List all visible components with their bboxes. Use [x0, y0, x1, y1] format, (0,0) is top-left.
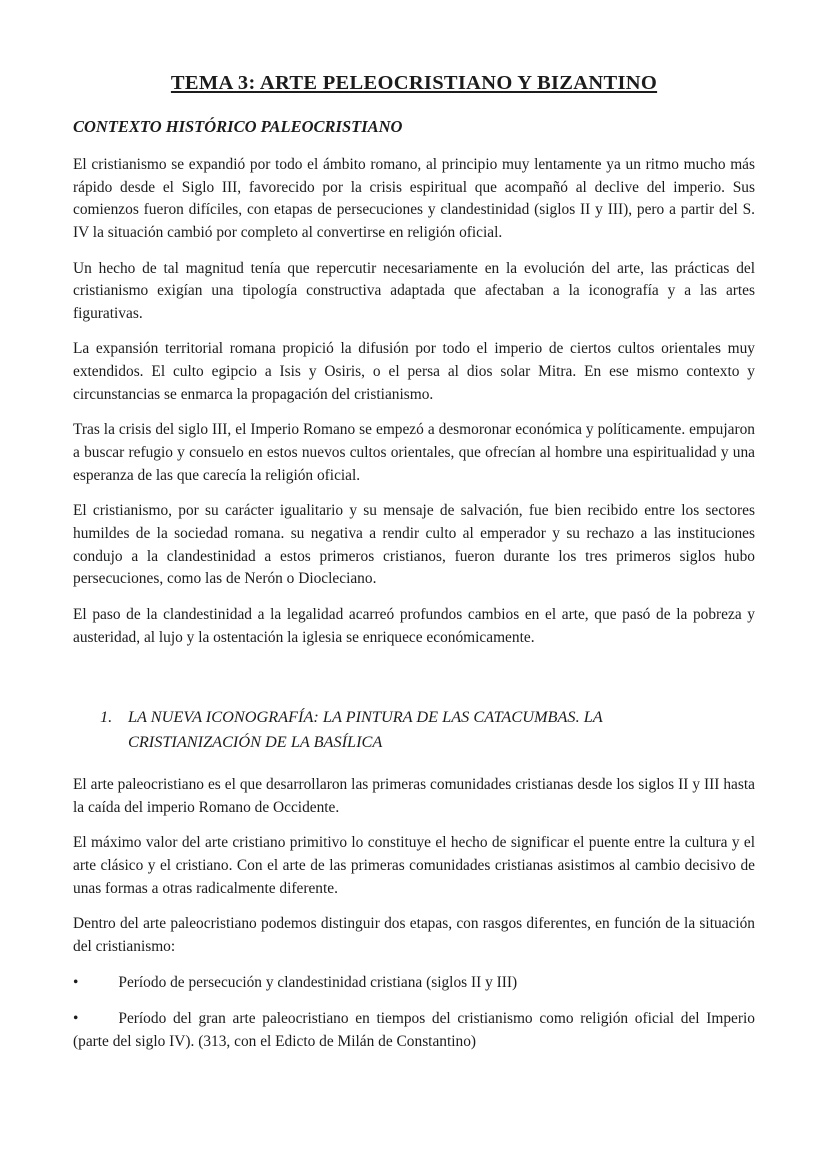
- bullet-text: Período del gran arte paleocristiano en tiempos del cristianismo como religión oficial del Imperio (parte del siglo IV). (313, con el Edicto de Milán de Constantino): [73, 1010, 755, 1050]
- paragraph: El máximo valor del arte cristiano primitivo lo constituye el hecho de significar el puente entre la cultura y el arte clásico y el cristiano. Con el arte de las primeras comunidades cristianas asistimos al cambio decisivo de unas formas a otras radicalmente diferente.: [73, 834, 755, 897]
- section-number: 1.: [100, 707, 113, 727]
- numbered-section-heading: [73, 705, 755, 754]
- bullet-text: Período de persecución y clandestinidad cristiana (siglos II y III): [118, 973, 518, 991]
- paragraph: La expansión territorial romana propició la difusión por todo el imperio de ciertos cultos orientales muy extendidos. El culto egipcio a Isis y Osiris, o el persa al dios solar Mitra. En ese mismo contexto y circunstancias se enmarca la propagación del cristianismo.: [73, 340, 755, 403]
- bullet-marker: •: [73, 973, 79, 991]
- paragraph: El cristianismo se expandió por todo el ámbito romano, al principio muy lentamente ya un ritmo mucho más rápido desde el Siglo III, favorecido por la crisis espiritual que acompañó al declive del imperio. Sus comienzos fueron difíciles, con etapas de persecuciones y clandestinidad (siglos II y III), pero a partir del S. IV la situación cambió por completo al convertirse en religión oficial.: [73, 156, 755, 241]
- paragraph: Dentro del arte paleocristiano podemos distinguir dos etapas, con rasgos diferentes, en función de la situación del cristianismo:: [73, 915, 755, 955]
- paragraph: El arte paleocristiano es el que desarrollaron las primeras comunidades cristianas desde los siglos II y III hasta la caída del imperio Romano de Occidente.: [73, 776, 755, 816]
- numbered-heading-text: LA NUEVA ICONOGRAFÍA: LA PINTURA DE LAS CATACUMBAS. LA CRISTIANIZACIÓN DE LA BASÍLICA: [128, 707, 603, 751]
- section-heading-contexto: CONTEXTO HISTÓRICO PALEOCRISTIANO: [73, 117, 403, 136]
- paragraph: El cristianismo, por su carácter igualitario y su mensaje de salvación, fue bien recibido entre los sectores humildes de la sociedad romana. su negativa a rendir culto al emperador y su rechazo a las instituciones condujo a la clandestinidad a estos primeros cristianos, fueron durante los tres primeros siglos hubo persecuciones, como las de Nerón o Diocleciano.: [73, 502, 755, 588]
- document-title: TEMA 3: ARTE PELEOCRISTIANO Y BIZANTINO: [170, 72, 658, 94]
- paragraph: Tras la crisis del siglo III, el Imperio Romano se empezó a desmoronar económica y políticamente. empujaron a buscar refugio y consuelo en estos nuevos cultos orientales, que ofrecían al hombre una espiritualidad y una esperanza de las que carecía la religión oficial.: [73, 421, 755, 484]
- paragraph: Un hecho de tal magnitud tenía que repercutir necesariamente en la evolución del arte, las prácticas del cristianismo exigían una tipología constructiva adaptada que afectaban a la iconografía y a las artes figurativas.: [73, 259, 755, 322]
- paragraph: El paso de la clandestinidad a la legalidad acarreó profundos cambios en el arte, que pasó de la pobreza y austeridad, al lujo y la ostentación la iglesia se enriquece económicamente.: [73, 605, 755, 646]
- bullet-item: [73, 1008, 755, 1053]
- bullet-marker: •: [73, 1010, 79, 1028]
- bullet-item: [73, 972, 755, 995]
